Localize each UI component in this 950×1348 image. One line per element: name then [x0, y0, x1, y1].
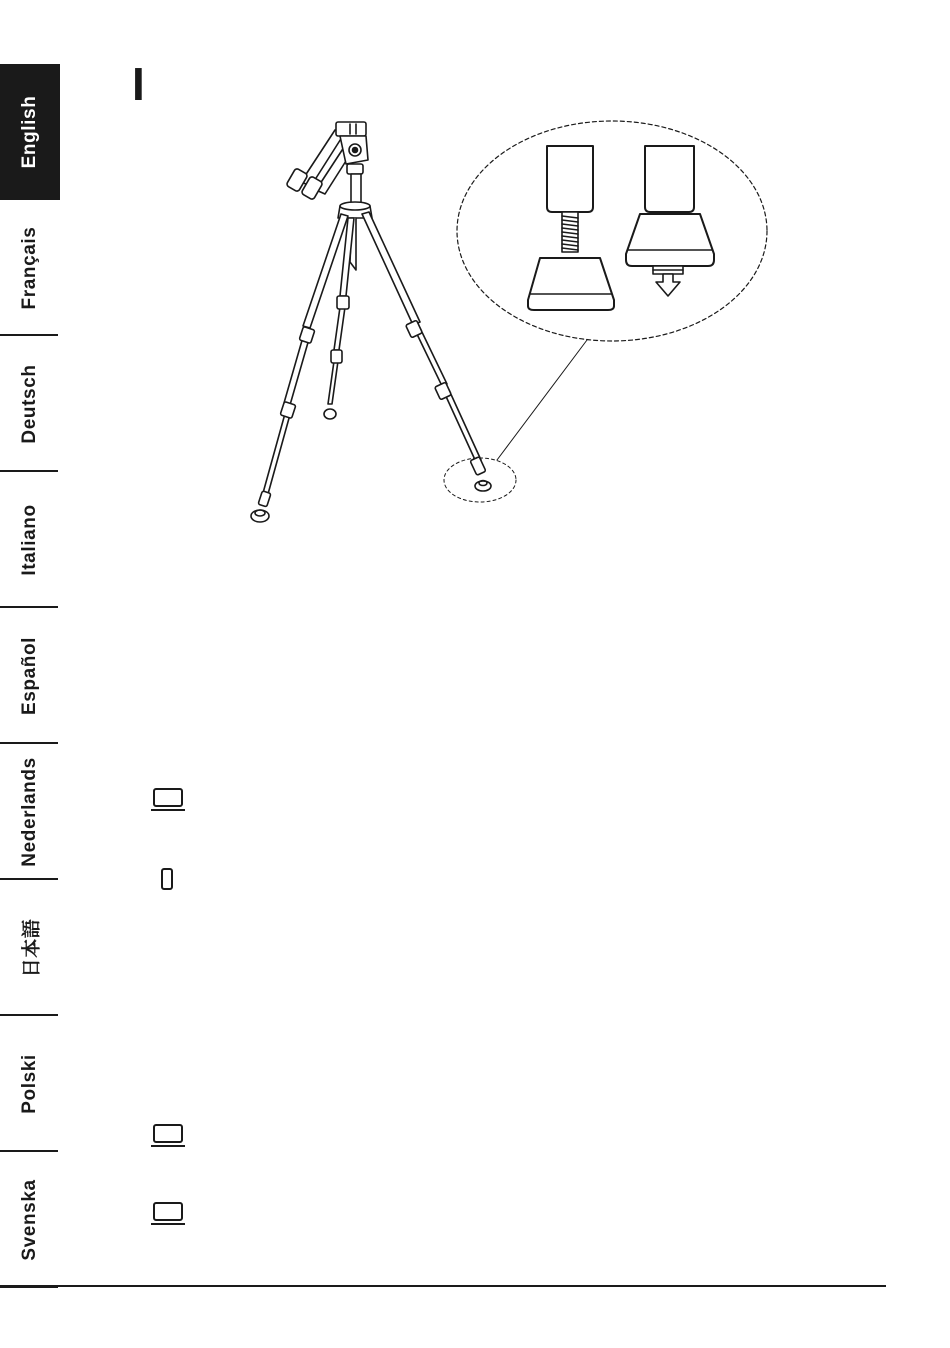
lang-tab-label: Polski	[19, 1054, 40, 1114]
lang-tab-francais[interactable]	[0, 200, 60, 336]
spike-foot-icon	[528, 146, 614, 310]
tripod-head-icon	[336, 122, 368, 174]
lang-tab-label: English	[19, 95, 40, 169]
lang-tab-label: Deutsch	[19, 364, 40, 444]
lang-tab-japanese[interactable]	[0, 880, 60, 1016]
right-leg-icon	[362, 212, 491, 491]
middle-leg-icon	[324, 218, 354, 419]
rubber-foot-icon	[626, 146, 714, 296]
footer-divider	[0, 1285, 886, 1287]
lang-tab-label: Svenska	[19, 1179, 40, 1261]
lang-tab-espanol[interactable]	[0, 608, 60, 744]
laptop-icon	[150, 1200, 186, 1228]
leg-crown-icon	[338, 202, 372, 218]
lang-tab-label: Français	[19, 226, 40, 310]
lang-tab-label: Español	[19, 636, 40, 716]
language-tabs	[0, 64, 60, 1286]
lang-tab-deutsch[interactable]	[0, 336, 60, 472]
laptop-icon	[150, 1122, 186, 1150]
lang-tab-svenska[interactable]	[0, 1152, 60, 1288]
lang-tab-label: Italiano	[19, 504, 40, 576]
section-marker: I	[132, 58, 145, 110]
left-leg-icon	[251, 214, 348, 522]
lang-tab-label: 日本語	[21, 918, 43, 978]
lang-tab-english[interactable]	[0, 64, 60, 200]
pan-handle-icon	[286, 130, 358, 200]
phone-icon	[160, 867, 174, 891]
arrow-down-icon	[656, 274, 680, 296]
lang-tab-polski[interactable]	[0, 1016, 60, 1152]
lang-tab-italiano[interactable]	[0, 472, 60, 608]
lang-tab-nederlands[interactable]	[0, 744, 60, 880]
foot-detail-illustration	[457, 121, 767, 341]
lang-tab-label: Nederlands	[19, 757, 40, 867]
laptop-icon	[150, 786, 186, 814]
